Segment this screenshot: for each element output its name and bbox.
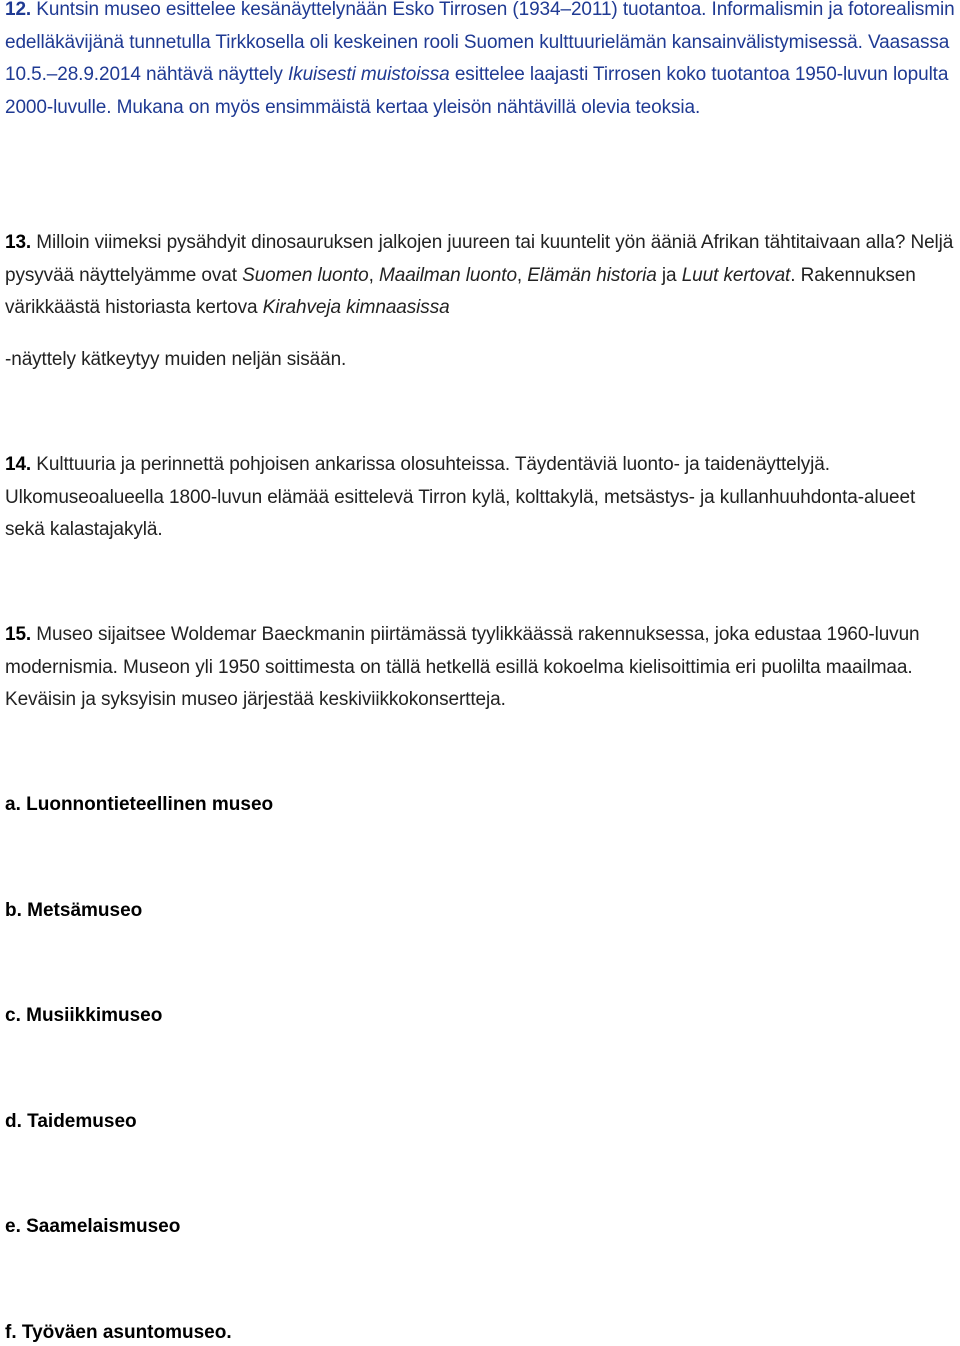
option-d: d. Taidemuseo xyxy=(5,1111,137,1132)
question-text: Milloin viimeksi pysähdyit dinosauruksen jalkojen juureen tai kuuntelit yön ääniä Afrikan tähtitaivaan alla? Neljä pysyvää näyttelyämme ovat xyxy=(5,232,954,286)
question-number: 12. xyxy=(5,0,32,20)
question-number: 13. xyxy=(5,232,32,253)
option-b: b. Metsämuseo xyxy=(5,900,143,921)
exhibition-title: Kirahveja kimnaasissa xyxy=(262,297,450,318)
option-a: a. Luonnontieteellinen museo xyxy=(5,794,274,815)
question-14 xyxy=(5,449,957,547)
separator: , xyxy=(368,264,379,286)
question-number: 15. xyxy=(5,624,32,645)
option-c: c. Musiikkimuseo xyxy=(5,1005,163,1026)
separator: , xyxy=(516,264,528,286)
option-f: f. Työväen asuntomuseo. xyxy=(5,1322,232,1343)
question-12 xyxy=(5,0,957,124)
question-number: 14. xyxy=(5,454,32,475)
exhibition-title: Ikuisesti muistoissa xyxy=(287,64,450,85)
question-text: -näyttely kätkeytyy muiden neljän sisään. xyxy=(5,349,347,370)
question-text: esittelee laajasti Tirrosen koko tuotantoa 1950-luvun lopulta 2000-luvulle. Mukana on myös ensimmäistä kertaa yleisön nähtävillä olevia teoksia. xyxy=(5,64,949,118)
exhibition-title: Elämän historia xyxy=(527,264,657,286)
exhibition-title: Maailman luonto xyxy=(379,264,517,286)
question-text: . Rakennuksen värikkäästä historiasta kertova xyxy=(5,264,916,318)
question-text: Museo sijaitsee Woldemar Baeckmanin piirtämässä tyylikkäässä rakennuksessa, joka edustaa 1960-luvun modernismia. Museon yli 1950 soittimesta on tällä hetkellä esillä kokoelma kielisoittimia eri puolilta maailmaa. Keväisin ja syksyisin museo järjestää keskiviikkokonsertteja. xyxy=(5,624,920,710)
question-15 xyxy=(5,619,957,717)
question-text: Kuntsin museo esittelee kesänäyttelynään Esko Tirrosen (1934–2011) tuotantoa. Informalismin ja fotorealismin edelläkävijänä tunnetulla Tirkkosella oli keskeinen rooli Suomen kulttuurielämän kansainvälistymisessä. Vaasassa 10.5.–28.9.2014 nähtävä näyttely xyxy=(5,0,955,85)
exhibition-title: Luut kertovat xyxy=(681,264,791,286)
option-e: e. Saamelaismuseo xyxy=(5,1216,181,1237)
question-13-continued xyxy=(5,344,957,377)
question-13 xyxy=(5,227,957,325)
exhibition-title: Suomen luonto xyxy=(242,264,369,286)
question-text: Kulttuuria ja perinnettä pohjoisen ankarissa olosuhteissa. Täydentäviä luonto- ja taidenäyttelyjä. Ulkomuseoalueella 1800-luvun elämää esittelevä Tirron kylä, kolttakylä, metsästys- ja kullanhuuhdonta-alueet sekä kalastajakylä. xyxy=(5,454,916,540)
separator: ja xyxy=(656,264,682,286)
